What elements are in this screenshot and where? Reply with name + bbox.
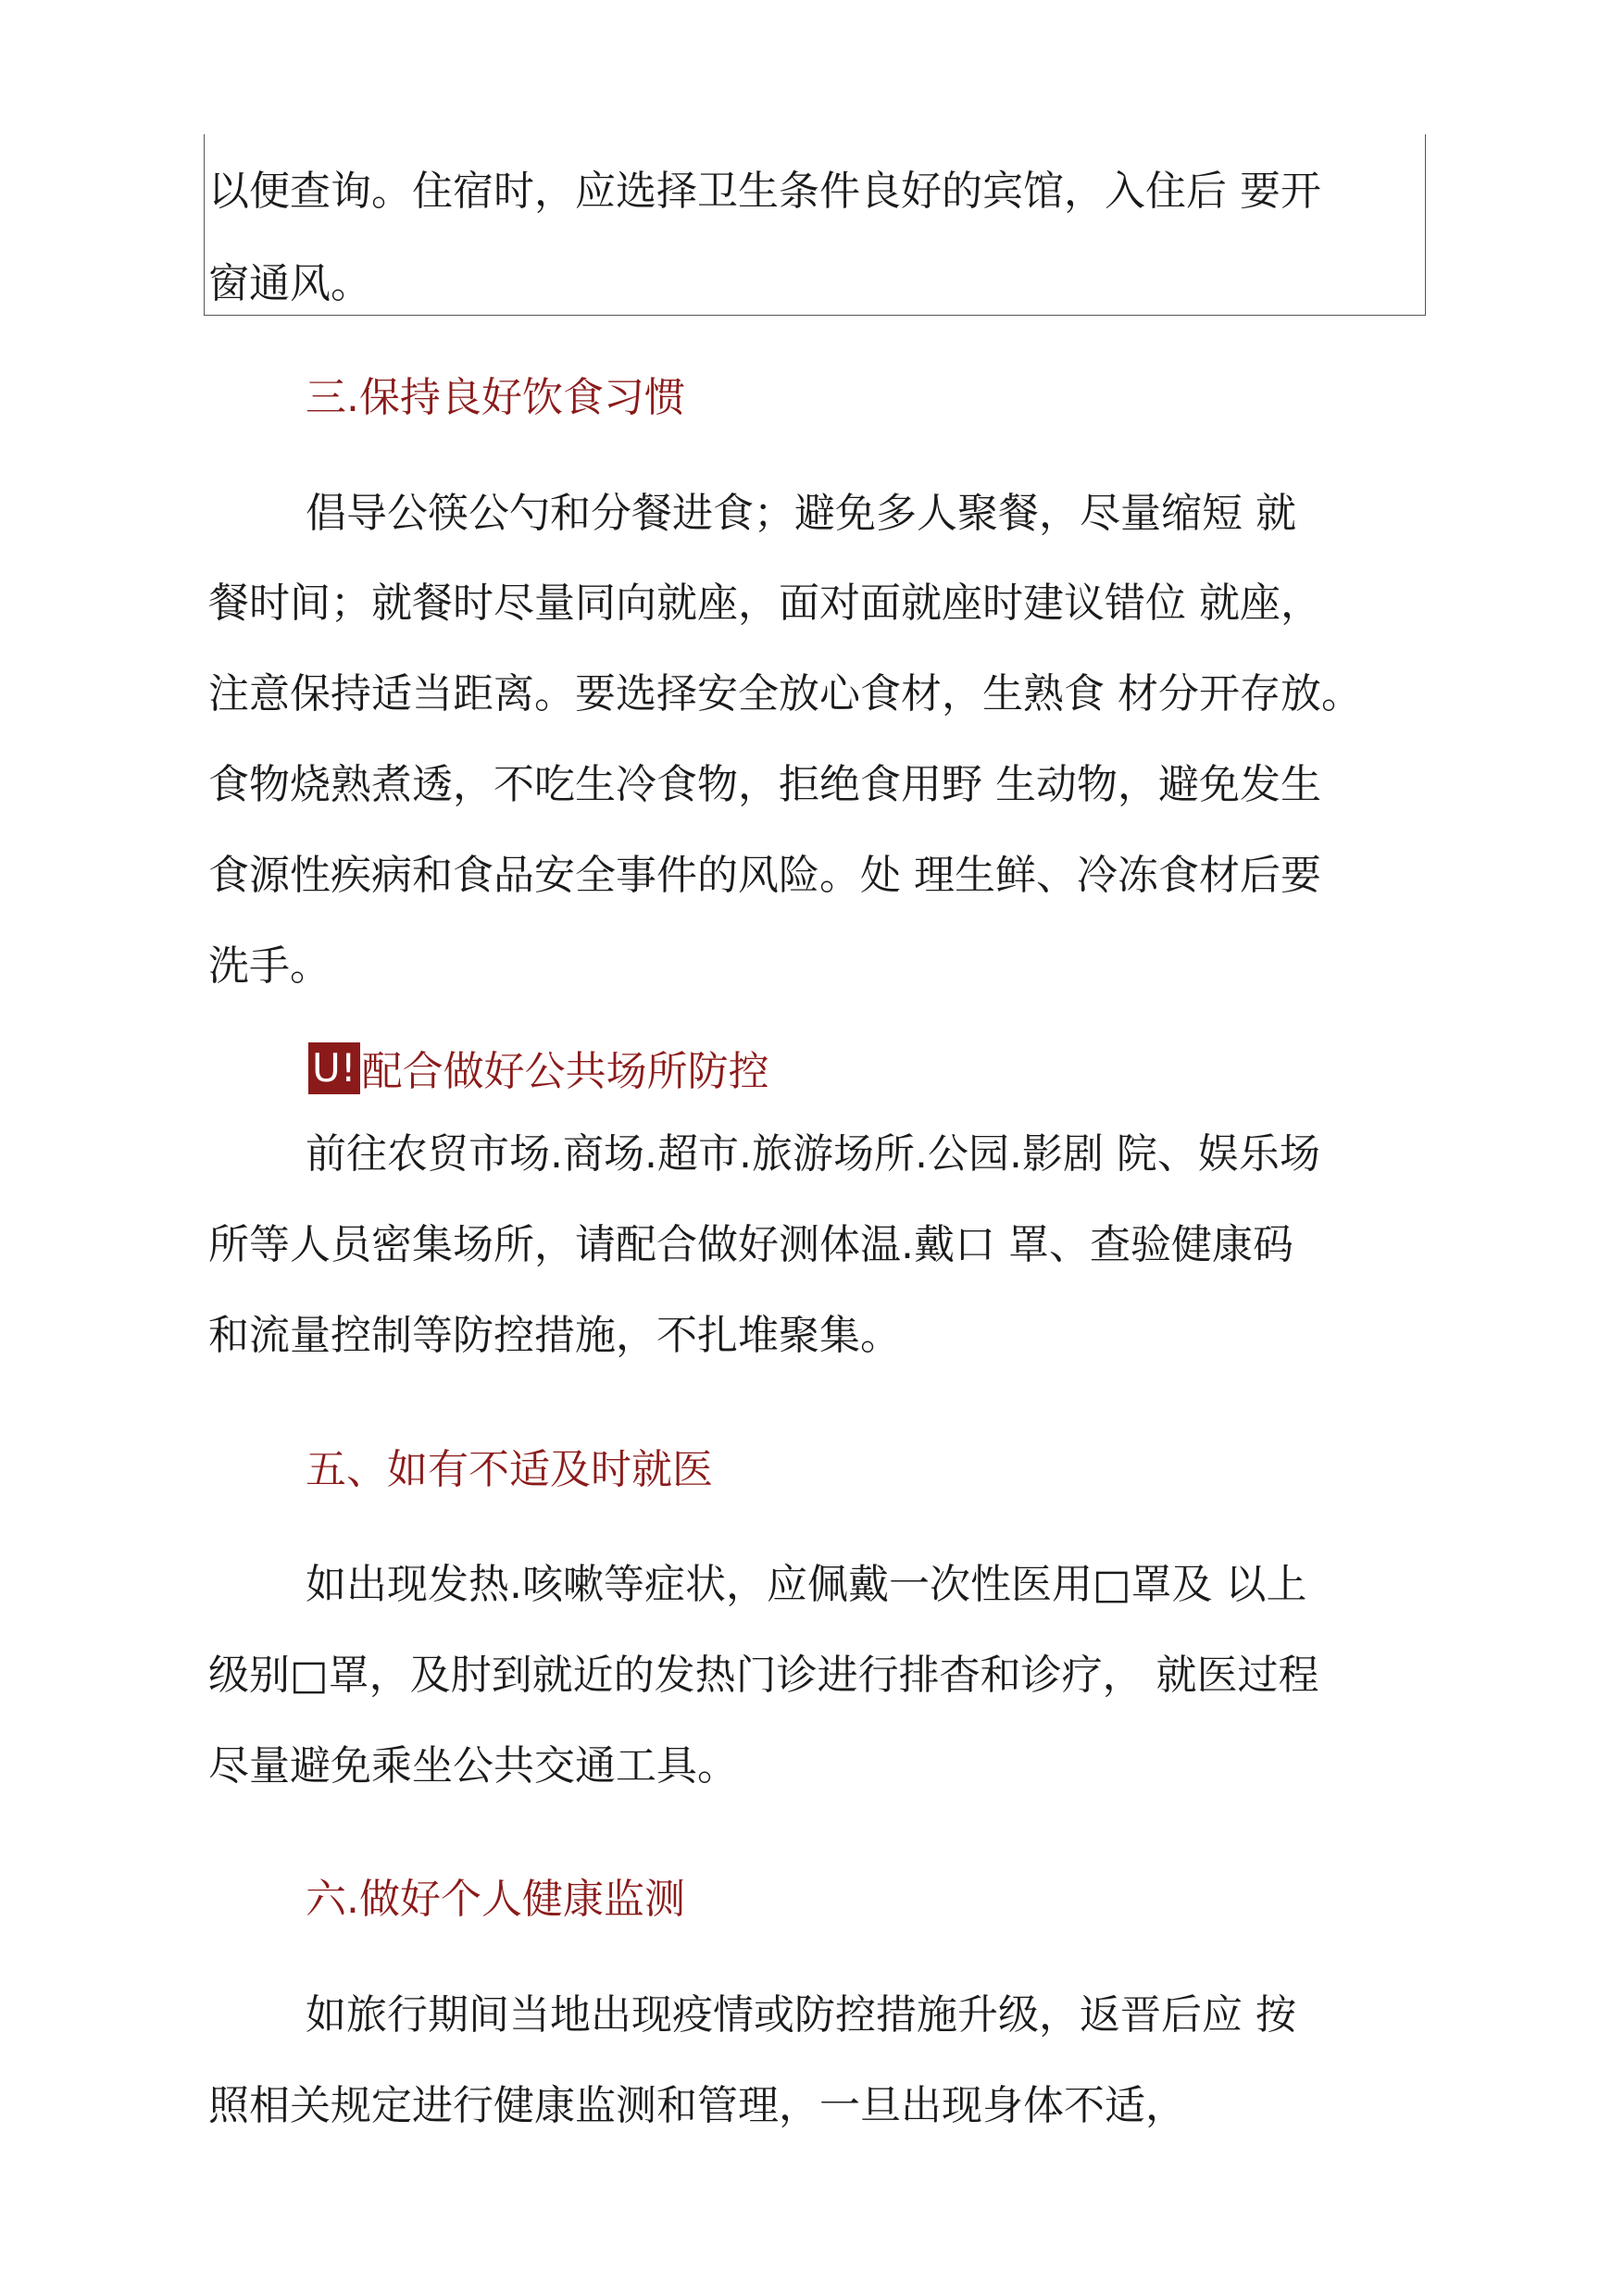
section-4-heading <box>308 1046 769 1098</box>
box-line-1: 以便查询。住宿时，应选择卫生条件良好的宾馆，入住后 要开 <box>208 168 1321 215</box>
section-4-line-2: 所等人员密集场所，请配合做好测体温.戴口 罩、查验健康码 <box>208 1221 1293 1268</box>
section-3-line-3: 注意保持适当距离。要选择安全放心食材，生熟食 材分开存放。 <box>208 670 1362 717</box>
section-4-heading-text: 配合做好公共场所防控 <box>361 1048 769 1095</box>
section-4-line-3: 和流量控制等防控措施，不扎堆聚集。 <box>208 1312 901 1359</box>
section-3-line-5: 食源性疾病和食品安全事件的风险。处 理生鲜、冷冻食材后要 <box>208 852 1321 899</box>
section-3-heading: 三.保持良好饮食习惯 <box>306 374 685 421</box>
section-4-number-badge: U! <box>308 1042 360 1094</box>
section-4-line-1: 前往农贸市场.商场.超市.旅游场所.公园.影剧 院、娱乐场 <box>306 1130 1320 1178</box>
section-3-line-1: 倡导公筷公勺和分餐进食；避免多人聚餐，尽量缩短 就 <box>306 490 1296 537</box>
section-3-line-6: 洗手。 <box>208 942 331 990</box>
section-5-heading: 五、如有不适及时就医 <box>306 1446 713 1493</box>
section-6-line-1: 如旅行期间当地出现疫情或防控措施升级，返晋后应 按 <box>306 1991 1296 2039</box>
section-6-heading: 六.做好个人健康监测 <box>306 1876 685 1923</box>
box-line-2: 窗通风。 <box>208 260 371 307</box>
section-5-line-1: 如出现发热.咳嗽等症状，应佩戴一次性医用□罩及 以上 <box>306 1561 1307 1608</box>
section-5-line-2: 级别□罩，及肘到就近的发热门诊进行排杳和诊疗， 就医过程 <box>208 1652 1319 1699</box>
section-6-line-2: 照相关规定进行健康监测和管理，一旦出现身体不适， <box>208 2082 1186 2129</box>
section-3-line-2: 餐时间；就餐时尽量同向就座，面对面就座时建议错位 就座， <box>208 580 1321 627</box>
section-5-line-3: 尽量避免乘坐公共交通工具。 <box>208 1742 738 1790</box>
section-3-line-4: 食物烧熟煮透，不吃生冷食物，拒绝食用野 生动物，避免发生 <box>208 761 1321 808</box>
bordered-text-box <box>204 134 1426 316</box>
